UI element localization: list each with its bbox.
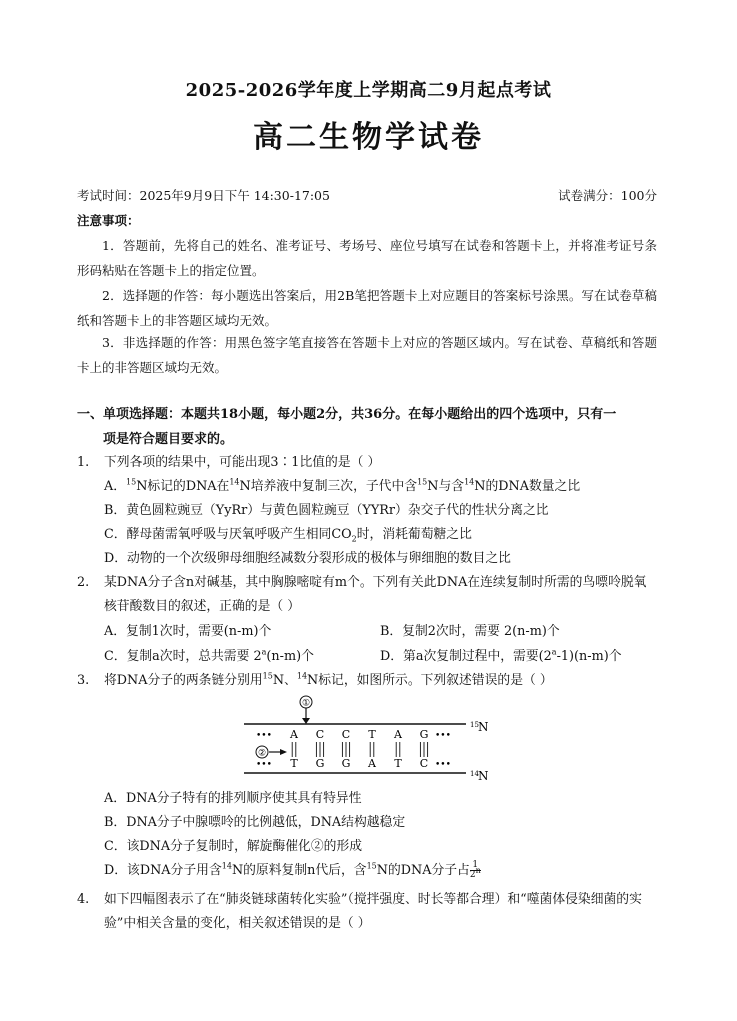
- question-number: 1.: [77, 455, 90, 470]
- option-b: B．黄色圆粒豌豆（YyRr）与黄色圆粒豌豆（YYRr）杂交子代的性状分离之比: [104, 503, 549, 518]
- option-b: B．DNA分子中腺嘌呤的比例越低，DNA结构越稳定: [104, 815, 406, 830]
- section-heading-line1: 一、单项选择题：本题共18小题，每小题2分，共36分。在每小题给出的四个选项中，只有一: [77, 407, 617, 422]
- notice-item: 1．答题前，先将自己的姓名、准考证号、考场号、座位号填写在试卷和答题卡上，并将准考证号条形码粘贴在答题卡上的指定位置。: [77, 238, 657, 278]
- base-bottom: T: [290, 757, 298, 770]
- exam-name: 2025-2026学年度上学期高二9月起点考试: [185, 80, 552, 101]
- base-top: A: [290, 728, 298, 741]
- dna-strand-diagram: [238, 694, 508, 784]
- exam-time: 考试时间：2025年9月9日下午 14:30-17:05: [77, 188, 330, 203]
- question-stem: 将DNA分子的两条链分别用$^{15}$N、$^{14}$N标记，如图所示。下列叙述错误的是（ ）: [104, 671, 553, 688]
- section-heading-line2: 项是符合题目要求的。: [103, 432, 234, 447]
- option-c: C．酵母菌需氧呼吸与厌氧呼吸产生相同$CO_2$时，消耗葡萄糖之比: [104, 527, 472, 544]
- base-bottom: G: [341, 757, 351, 770]
- question-number: 3.: [77, 673, 90, 688]
- full-score: 试卷满分：100分: [558, 188, 657, 203]
- base-top: C: [341, 728, 351, 741]
- base-top: C: [315, 728, 325, 741]
- base-top: G: [419, 728, 429, 741]
- dots-bottom: •••: [256, 760, 272, 770]
- option-c: C．复制a次时，总共需要 2$^a$(n-m)个: [104, 647, 314, 664]
- option-a: A．DNA分子特有的排列顺序使其具有特异性: [104, 791, 362, 806]
- option-d: D．该DNA分子用含$^{14}$N的原料复制n代后，含$^{15}$N的DNA分子占 $\frac{1}{2^n}$: [104, 860, 481, 880]
- option-c: C．该DNA分子复制时，解旋酶催化②的形成: [104, 839, 363, 854]
- question-number: 2.: [77, 575, 90, 590]
- question-stem: 如下四幅图表示了在“肺炎链球菌转化实验”（搅拌强度、时长等都合理）和“噬菌体侵染细菌的实验”中相关含量的变化，相关叙述错误的是（ ）: [104, 892, 642, 931]
- subject-title: 高二生物学试卷: [253, 120, 484, 155]
- section-heading: [77, 402, 659, 452]
- marker-2: ②: [257, 748, 267, 759]
- question-1: [77, 451, 659, 475]
- base-bottom: C: [419, 757, 429, 770]
- dots-top: •••: [256, 731, 272, 741]
- label-bottom-sup: 14: [470, 770, 479, 778]
- fraction: $\frac{1}{2^n}$: [469, 860, 481, 880]
- notice-item: 2．选择题的作答：每小题选出答案后，用2B笔把答题卡上对应题目的答案标号涂黑。写在试卷草稿纸和答题卡上的非答题区域均无效。: [77, 288, 657, 328]
- base-bottom: G: [315, 757, 325, 770]
- base-top: A: [394, 728, 402, 741]
- option-d: D．第a次复制过程中，需要(2$^a$-1)(n-m)个: [380, 647, 622, 664]
- label-top: N: [478, 720, 489, 734]
- question-stem: 某DNA分子含n对碱基，其中胸腺嘧啶有m个。下列有关此DNA在连续复制时所需的鸟嘌呤脱氧核苷酸数目的叙述，正确的是（ ）: [104, 575, 647, 614]
- question-2: [77, 571, 659, 619]
- dots-bottom-right: •••: [435, 760, 451, 770]
- question-stem: 下列各项的结果中，可能出现3∶1比值的是（ ）: [104, 455, 381, 470]
- option-a: A．$^{15}$N标记的DNA在$^{14}$N培养液中复制三次，子代中含$^{15}$N与含$^{14}$N的DNA数量之比: [104, 477, 581, 494]
- question-number: 4.: [77, 892, 90, 907]
- notice-title: 注意事项：: [77, 213, 140, 228]
- question-4: [77, 888, 659, 936]
- dots-top-right: •••: [435, 731, 451, 741]
- option-a: A．复制1次时，需要(n-m)个: [104, 624, 272, 639]
- marker-1: ①: [301, 698, 311, 709]
- label-bottom: N: [478, 769, 489, 783]
- question-3: [77, 669, 659, 693]
- label-top-sup: 15: [470, 721, 479, 729]
- option-d: D．动物的一个次级卵母细胞经减数分裂形成的极体与卵细胞的数目之比: [104, 551, 511, 566]
- notice-item: 3．非选择题的作答：用黑色签字笔直接答在答题卡上对应的答题区域内。写在试卷、草稿纸和答题卡上的非答题区域均无效。: [77, 335, 657, 375]
- base-pairs: [289, 728, 428, 770]
- base-top: T: [368, 728, 376, 741]
- option-b: B．复制2次时，需要 2(n-m)个: [380, 624, 560, 639]
- base-bottom: T: [394, 757, 402, 770]
- base-bottom: A: [368, 757, 376, 770]
